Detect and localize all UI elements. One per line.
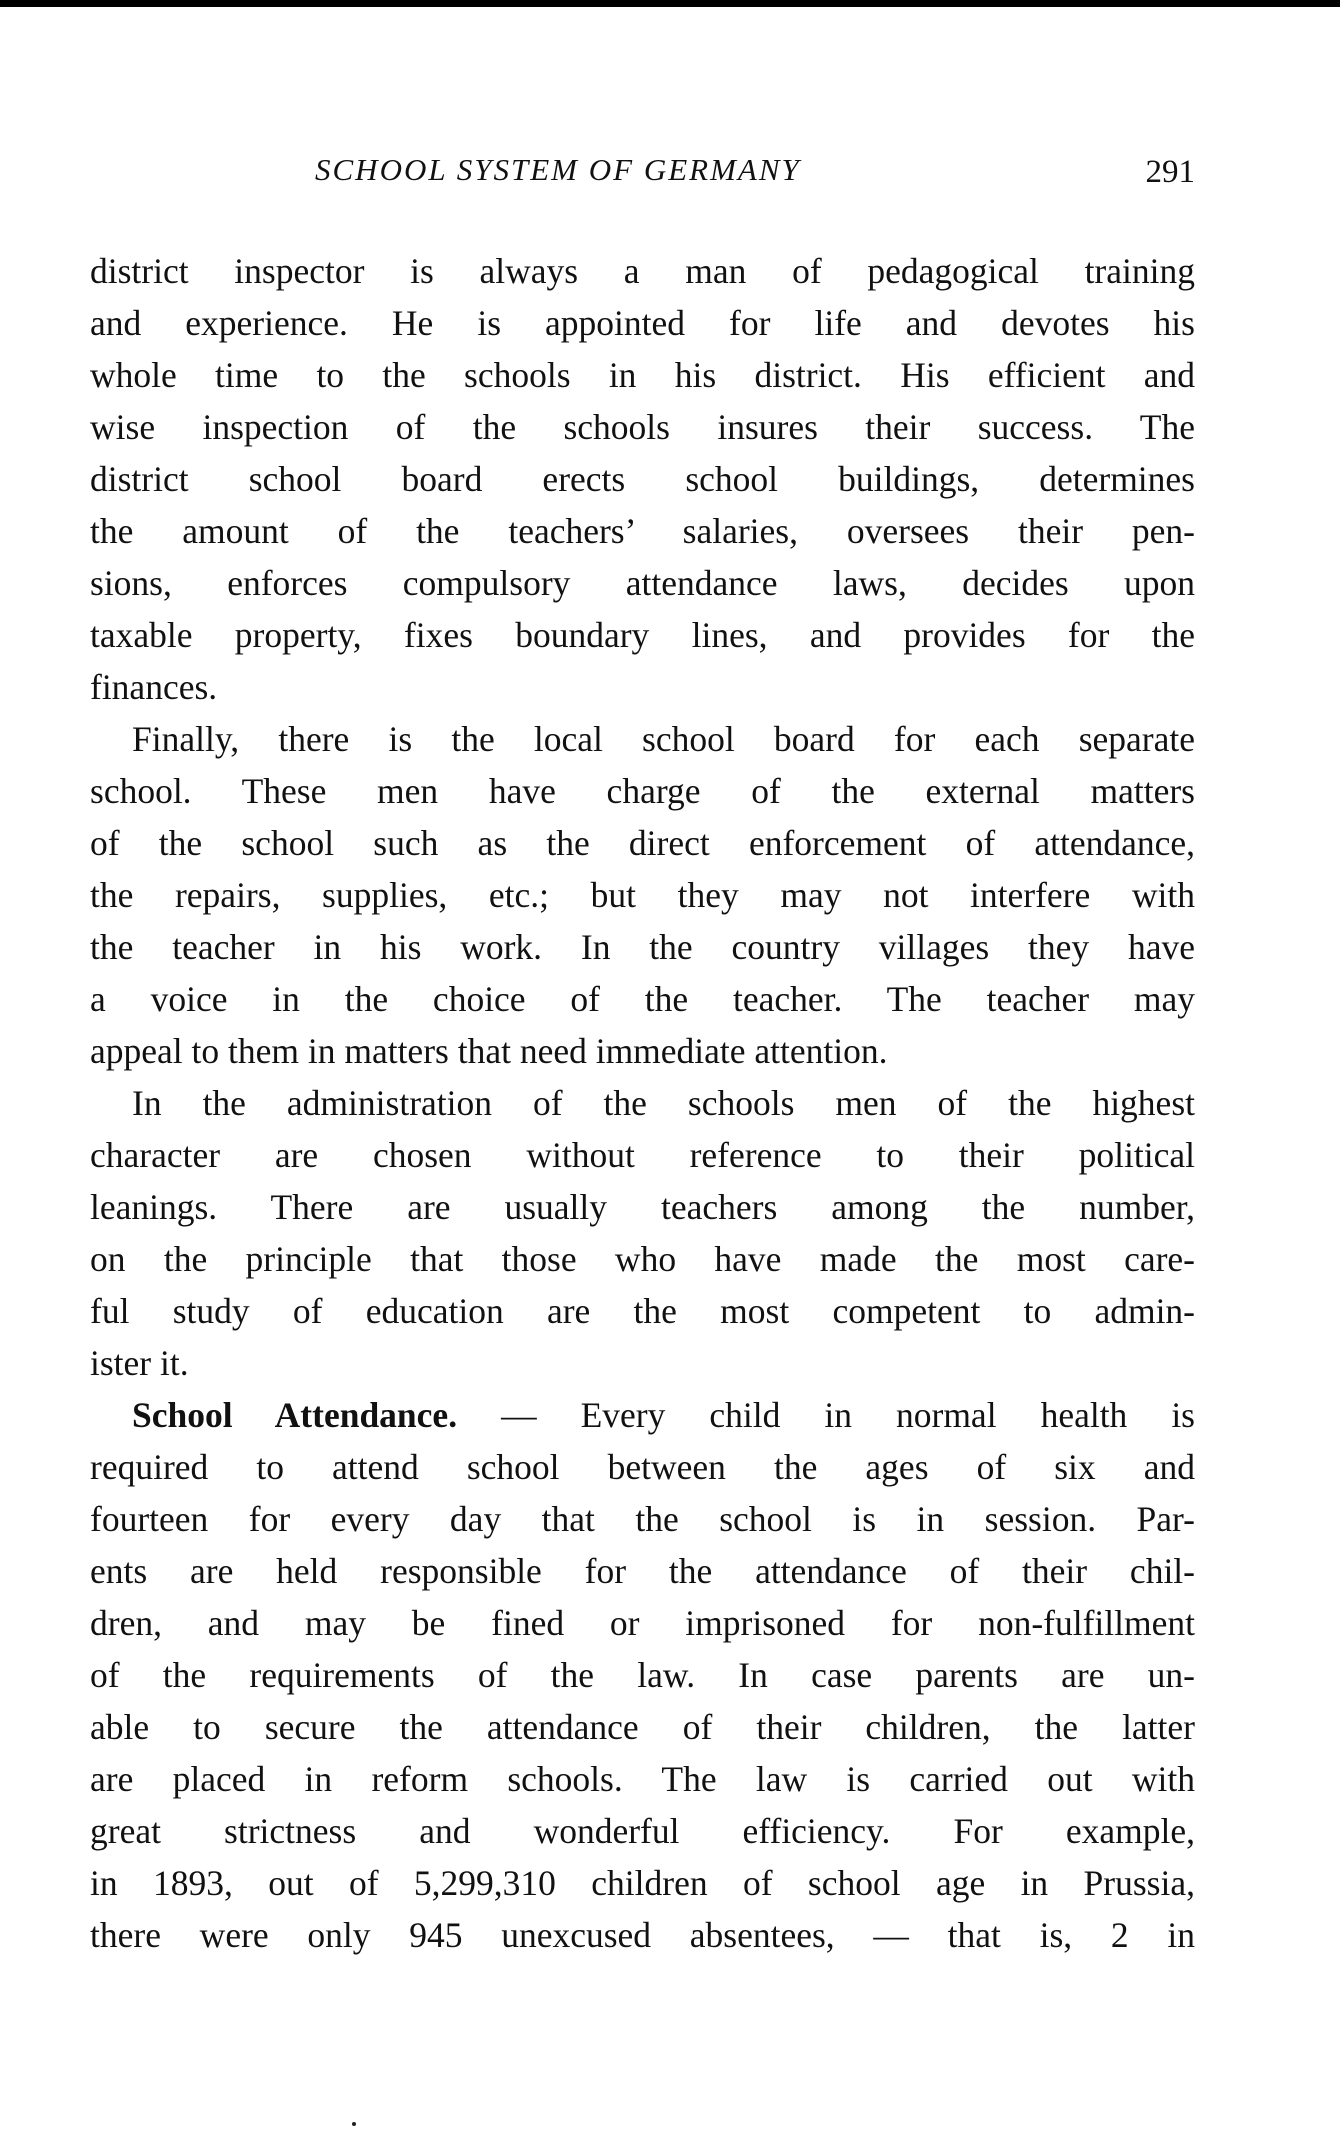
text-line: the amount of the teachers’ salaries, oversees their pen-: [90, 511, 1195, 551]
paragraph-administration: [90, 1077, 1195, 1389]
paragraph-school-attendance: [90, 1389, 1195, 1961]
text-line: of the school such as the direct enforcement of attendance,: [90, 823, 1195, 863]
text-line: appeal to them in matters that need immediate attention.: [90, 1031, 888, 1071]
text-line: ents are held responsible for the attendance of their chil-: [90, 1551, 1195, 1591]
section-heading-school-attendance: School Attendance.: [132, 1395, 458, 1435]
text-line: are placed in reform schools. The law is carried out with: [90, 1759, 1195, 1799]
text-line: the teacher in his work. In the country villages they have: [90, 927, 1195, 967]
text-line: in 1893, out of 5,299,310 children of school age in Prussia,: [90, 1863, 1195, 1903]
body-text: [90, 245, 1195, 1961]
text-line: on the principle that those who have made the most care-: [90, 1239, 1195, 1279]
text-line: there were only 945 unexcused absentees, — that is, 2 in: [90, 1915, 1195, 1955]
text-line: In the administration of the schools men of the highest: [132, 1083, 1195, 1123]
text-line: the repairs, supplies, etc.; but they may not interfere with: [90, 875, 1195, 915]
text-line: district school board erects school buildings, determines: [90, 459, 1195, 499]
text-line: whole time to the schools in his district. His efficient and: [90, 355, 1195, 395]
text-line-with-heading: [90, 1389, 1195, 1441]
text-line: finances.: [90, 667, 218, 707]
text-line: Finally, there is the local school board for each separate: [132, 719, 1195, 759]
text-line: and experience. He is appointed for life and devotes his: [90, 303, 1195, 343]
paragraph-local-board: [90, 713, 1195, 1077]
text-line: a voice in the choice of the teacher. The teacher may: [90, 979, 1195, 1019]
text-line: of the requirements of the law. In case parents are un-: [90, 1655, 1195, 1695]
paragraph-district-board: [90, 245, 1195, 713]
text-line: fourteen for every day that the school is in session. Par-: [90, 1499, 1195, 1539]
text-line: able to secure the attendance of their children, the latter: [90, 1707, 1195, 1747]
running-title: SCHOOL SYSTEM OF GERMANY: [315, 152, 801, 187]
text-line: taxable property, fixes boundary lines, and provides for the: [90, 615, 1195, 655]
text-line: dren, and may be fined or imprisoned for non-fulfillment: [90, 1603, 1195, 1643]
text-line: leanings. There are usually teachers among the number,: [90, 1187, 1195, 1227]
text-line: ful study of education are the most competent to admin-: [90, 1291, 1195, 1331]
text-line: sions, enforces compulsory attendance laws, decides upon: [90, 563, 1195, 603]
page-number: 291: [1145, 154, 1195, 190]
text-line: required to attend school between the ages of six and: [90, 1447, 1195, 1487]
text-line: ister it.: [90, 1343, 189, 1383]
scan-speck: [352, 2122, 356, 2126]
text-line: great strictness and wonderful efficiency. For example,: [90, 1811, 1195, 1851]
text-line: wise inspection of the schools insures their success. The: [90, 407, 1195, 447]
text-line: school. These men have charge of the external matters: [90, 771, 1195, 811]
text-line: character are chosen without reference to their political: [90, 1135, 1195, 1175]
scan-top-border: [0, 0, 1340, 7]
running-head: [90, 152, 1195, 202]
text-run: — Every child in normal health is: [501, 1395, 1195, 1435]
text-line: district inspector is always a man of pedagogical training: [90, 251, 1195, 291]
